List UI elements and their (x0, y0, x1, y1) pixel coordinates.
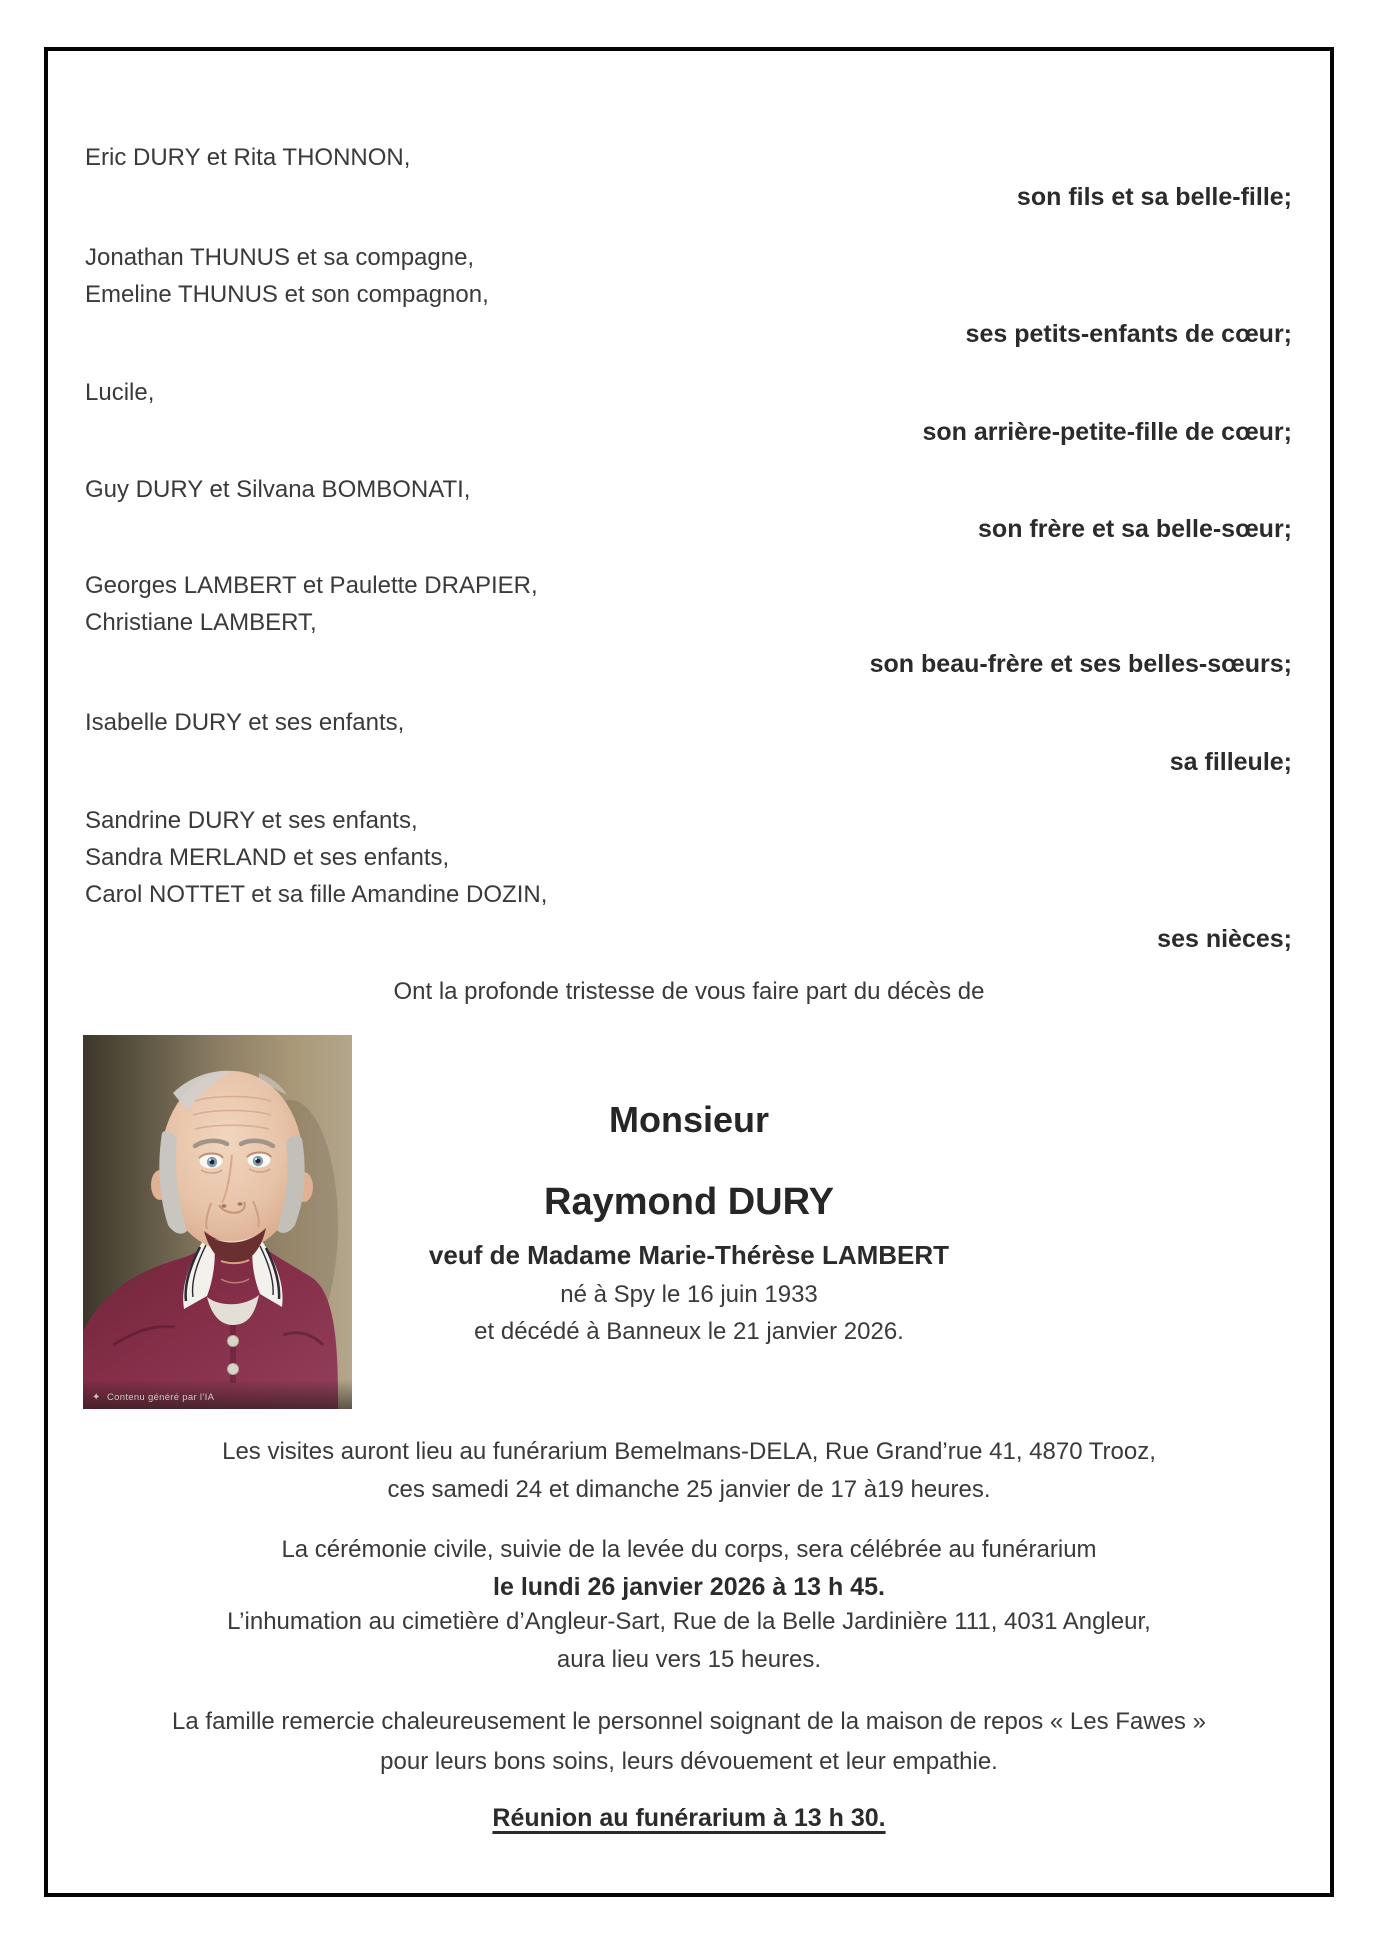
ceremony-line-1: La cérémonie civile, suivie de la levée du corps, sera célébrée au funérarium (281, 1536, 1097, 1563)
ai-watermark-icon: ✦ (92, 1392, 101, 1403)
family-name-line: Carol NOTTET et sa fille Amandine DOZIN, (85, 881, 548, 908)
widower-line: veuf de Madame Marie-Thérèse LAMBERT (428, 1240, 950, 1270)
death-line: et décédé à Banneux le 21 janvier 2026. (474, 1318, 904, 1345)
family-name-line: Isabelle DURY et ses enfants, (85, 709, 405, 736)
portrait-illustration (83, 1035, 352, 1409)
burial-line-1: L’inhumation au cimetière d’Angleur-Sart, Rue de la Belle Jardinière 111, 4031 Angleur, (227, 1608, 1151, 1635)
family-name-line: Emeline THUNUS et son compagnon, (85, 281, 489, 308)
relation-label: son beau-frère et ses belles-sœurs; (869, 650, 1292, 678)
announcement-line: Ont la profonde tristesse de vous faire part du décès de (393, 978, 985, 1005)
relation-label: son fils et sa belle-fille; (1016, 183, 1292, 211)
ai-watermark-label: Contenu généré par l’IA (107, 1392, 215, 1403)
relation-label: ses petits-enfants de cœur; (965, 320, 1292, 348)
relation-label: son frère et sa belle-sœur; (978, 515, 1292, 543)
portrait-photo (83, 1035, 352, 1409)
burial-line-2: aura lieu vers 15 heures. (556, 1646, 822, 1673)
deceased-name: Raymond DURY (544, 1181, 834, 1223)
ceremony-date-line: le lundi 26 janvier 2026 à 13 h 45. (493, 1573, 885, 1601)
family-name-line: Georges LAMBERT et Paulette DRAPIER, (85, 572, 538, 599)
visits-line-2: ces samedi 24 et dimanche 25 janvier de 17 à19 heures. (387, 1476, 991, 1503)
thanks-line-1: La famille remercie chaleureusement le personnel soignant de la maison de repos « Les Fawes » (172, 1708, 1206, 1735)
family-name-line: Eric DURY et Rita THONNON, (85, 144, 411, 171)
meeting-line: Réunion au funérarium à 13 h 30. (492, 1804, 886, 1832)
shirt-button (228, 1364, 239, 1375)
family-name-line: Sandra MERLAND et ses enfants, (85, 844, 450, 871)
family-name-line: Guy DURY et Silvana BOMBONATI, (85, 476, 471, 503)
family-name-line: Lucile, (85, 379, 155, 406)
family-name-line: Sandrine DURY et ses enfants, (85, 807, 418, 834)
relation-label: son arrière-petite-fille de cœur; (922, 418, 1292, 446)
relation-label: ses nièces; (1157, 925, 1292, 953)
thanks-line-2: pour leurs bons soins, leurs dévouement et leur empathie. (380, 1748, 998, 1775)
birth-line: né à Spy le 16 juin 1933 (560, 1281, 818, 1308)
visits-line-1: Les visites auront lieu au funérarium Bemelmans-DELA, Rue Grand’rue 41, 4870 Trooz, (222, 1438, 1156, 1465)
relation-label: sa filleule; (1169, 748, 1292, 776)
family-name-line: Jonathan THUNUS et sa compagne, (85, 244, 475, 271)
deceased-title: Monsieur (608, 1099, 769, 1140)
family-name-line: Christiane LAMBERT, (85, 609, 317, 636)
